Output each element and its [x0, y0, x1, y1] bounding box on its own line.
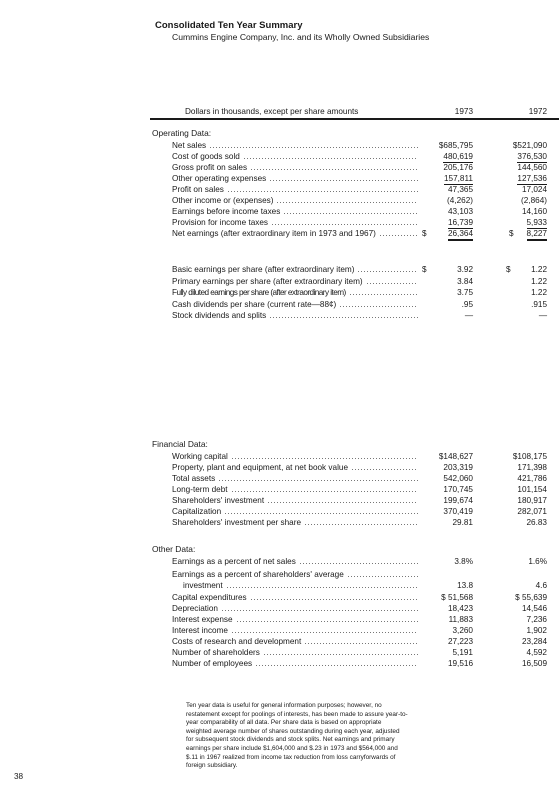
value-1973: 29.81 [452, 518, 473, 527]
table-row [0, 636, 559, 647]
row-label: Earnings as a percent of net sales [172, 557, 296, 566]
table-row [0, 206, 559, 217]
currency-symbol: $ [422, 229, 427, 238]
leader-dots [231, 632, 418, 633]
table-row [0, 658, 559, 669]
leader-dots [299, 563, 418, 564]
value-1973: 19,516 [447, 659, 473, 668]
value-1973: $685,795 [438, 141, 473, 150]
currency-symbol: $ [509, 229, 514, 238]
leader-dots [339, 306, 418, 307]
year-header-1973: 1973 [454, 107, 473, 116]
column-caption: Dollars in thousands, except per share amounts [185, 107, 359, 116]
table-row [0, 592, 559, 603]
leader-dots [263, 654, 418, 655]
value-1973: 11,883 [448, 615, 473, 624]
row-label: Shareholders' investment per share [172, 518, 301, 527]
leader-dots [224, 513, 418, 514]
row-label: Gross profit on sales [172, 163, 248, 172]
value-1973: 542,060 [443, 474, 473, 483]
row-label: Earnings before income taxes [172, 207, 281, 216]
row-label: Fully diluted earnings per share (after extraordinary item) [172, 288, 346, 297]
row-label: Interest income [172, 626, 228, 635]
leader-dots [357, 271, 418, 272]
value-1973: (4,262) [447, 196, 473, 205]
footnote: Ten year data is useful for general information purposes; however, no restatement except for poolings of interests, has been made to assure year-to-year comparability of all data. Per share data is based on appropriate weighted average number of shares outstanding during each year, adjusted for subsequent stock dividends and stock splits. Net earnings and primary earnings per share include $1,604,000 and $.23 in 1973 and $564,000 and $.11 in 1967 realized from income tax reduction from loss carryforwards of foreign subsidiary. [186, 702, 408, 770]
table-row [0, 506, 559, 517]
row-label: Net earnings (after extraordinary item in 1973 and 1967) [172, 229, 376, 238]
page-number: 38 [14, 772, 24, 781]
other-data-heading: Other Data: [152, 544, 196, 554]
leader-dots [366, 283, 418, 284]
leader-dots [283, 213, 418, 214]
value-1973: — [464, 311, 473, 320]
leader-dots [269, 317, 418, 318]
value-1973: 203,319 [443, 463, 473, 472]
row-label: Working capital [172, 452, 228, 461]
row-label: Costs of research and development [172, 637, 302, 646]
value-1972: — [538, 311, 547, 320]
leader-dots [209, 147, 418, 148]
leader-dots [218, 480, 418, 481]
financial-data-heading: Financial Data: [152, 439, 208, 449]
row-label: Primary earnings per share (after extraordinary item) [172, 276, 363, 286]
value-1973: $ 51,568 [441, 593, 473, 602]
leader-dots [255, 665, 418, 666]
leader-dots [267, 502, 418, 503]
row-label: Number of employees [172, 659, 253, 668]
leader-dots [304, 524, 418, 525]
leader-dots [269, 180, 418, 181]
value-1973: 16,739 [447, 218, 473, 227]
table-row [0, 276, 559, 287]
operating-data-heading: Operating Data: [152, 128, 212, 138]
value-1972: 171,398 [517, 463, 547, 472]
leader-dots [351, 469, 418, 470]
value-1972: 17,024 [521, 185, 547, 194]
leader-dots [349, 294, 418, 295]
value-1973: 5,191 [452, 648, 473, 657]
table-row [0, 310, 559, 321]
value-1973: 199,674 [443, 496, 473, 505]
report-subtitle: Cummins Engine Company, Inc. and its Wholly Owned Subsidiaries [172, 32, 430, 42]
leader-dots [227, 191, 418, 192]
row-label: Other income or (expenses) [172, 196, 274, 205]
value-1973: 3.92 [457, 265, 473, 274]
leader-dots [226, 587, 418, 588]
value-1973: 27,223 [447, 637, 473, 646]
value-1972: 5,933 [526, 218, 547, 227]
table-row [0, 162, 559, 173]
row-label: Basic earnings per share (after extraordinary item) [172, 265, 355, 274]
value-1973: 3.84 [457, 276, 473, 286]
leader-dots [236, 621, 418, 622]
leader-dots [250, 599, 418, 600]
table-row [0, 287, 559, 298]
row-label: investment [183, 581, 223, 590]
value-1972: 7,236 [526, 615, 547, 624]
value-1972: 14,160 [521, 207, 547, 216]
row-label: Depreciation [172, 604, 218, 613]
value-1972: 23,284 [521, 637, 547, 646]
value-1973: 43,103 [447, 207, 473, 216]
table-row [0, 603, 559, 614]
value-1972: 1,902 [526, 626, 547, 635]
value-1972: 4.6 [535, 581, 547, 590]
table-row [0, 495, 559, 506]
table-row [0, 151, 559, 162]
currency-symbol: $ [422, 265, 427, 274]
table-row [0, 195, 559, 206]
value-1972: (2,864) [521, 196, 547, 205]
leader-dots [250, 169, 418, 170]
row-label: Capital expenditures [172, 593, 247, 602]
table-row [0, 625, 559, 636]
value-1972: 376,530 [517, 152, 547, 161]
table-row [0, 462, 559, 473]
row-label: Property, plant and equipment, at net book value [172, 463, 348, 472]
value-1972: 144,560 [517, 163, 547, 172]
row-label: Provision for income taxes [172, 218, 269, 227]
table-row [0, 264, 559, 275]
value-1973: 3,260 [452, 626, 473, 635]
table-row [0, 580, 559, 591]
value-1973: 26,364 [448, 228, 473, 241]
row-label: Capitalization [172, 507, 222, 516]
table-row [0, 451, 559, 462]
row-label: Cash dividends per share (current rate—88¢) [172, 299, 337, 309]
value-1973: .95 [461, 299, 473, 309]
leader-dots [304, 643, 418, 644]
value-1973: 3.75 [457, 288, 473, 297]
value-1973: 18,423 [447, 604, 473, 613]
value-1973: 157,811 [444, 174, 473, 183]
value-1972: $521,090 [512, 141, 547, 150]
value-1972: 8,227 [527, 228, 548, 241]
year-header-1972: 1972 [528, 107, 547, 116]
table-row [0, 140, 559, 151]
value-1972: 1.6% [528, 557, 547, 566]
value-1972: 26.83 [526, 518, 547, 527]
value-1973: 480,619 [443, 152, 473, 161]
report-title: Consolidated Ten Year Summary [155, 20, 303, 31]
leader-dots [379, 235, 418, 236]
row-label: Cost of goods sold [172, 152, 240, 161]
row-label: Long-term debt [172, 485, 228, 494]
row-label: Total assets [172, 474, 216, 483]
value-1973: 3.8% [454, 557, 473, 566]
value-1972: 101,154 [517, 485, 547, 494]
value-1972: $ 55,639 [515, 593, 547, 602]
value-1973: 13.8 [457, 581, 473, 590]
value-1972: 1.22 [531, 265, 547, 274]
leader-dots [276, 202, 418, 203]
value-1973: 205,176 [443, 163, 473, 172]
value-1972: 180,917 [517, 496, 547, 505]
row-label: Other operating expenses [172, 174, 267, 183]
table-row [0, 173, 559, 184]
value-1973: 370,419 [443, 507, 473, 516]
table-row [0, 484, 559, 495]
value-1972: .915 [531, 299, 547, 309]
value-1973: 47,365 [447, 185, 473, 194]
value-1973: 170,745 [443, 485, 473, 494]
row-label: Shareholders' investment [172, 496, 265, 505]
value-1972: 1.22 [531, 288, 547, 297]
value-1972: 1.22 [531, 276, 547, 286]
leader-dots [231, 491, 418, 492]
leader-dots [231, 458, 418, 459]
leader-dots [347, 576, 418, 577]
value-1972: 16,509 [521, 659, 547, 668]
leader-dots [243, 158, 418, 159]
leader-dots [271, 224, 418, 225]
table-row [0, 473, 559, 484]
table-row [0, 217, 559, 228]
row-label: Profit on sales [172, 185, 224, 194]
value-1973: $148,627 [438, 452, 473, 461]
value-1972: 421,786 [517, 474, 547, 483]
table-row [0, 299, 559, 310]
value-1972: 4,592 [526, 648, 547, 657]
row-label: Interest expense [172, 615, 233, 624]
table-row [0, 614, 559, 625]
value-1972: $108,175 [512, 452, 547, 461]
value-1972: 282,071 [517, 507, 547, 516]
header-rule [150, 118, 559, 120]
table-row [0, 569, 559, 580]
table-row [0, 184, 559, 195]
table-row [0, 517, 559, 528]
row-label: Stock dividends and splits [172, 311, 267, 320]
value-1972: 127,536 [517, 174, 547, 183]
table-row [0, 556, 559, 567]
row-label: Earnings as a percent of shareholders' average [172, 570, 344, 579]
table-row [0, 647, 559, 658]
value-1972: 14,546 [521, 604, 547, 613]
table-row [0, 228, 559, 239]
row-label: Net sales [172, 141, 207, 150]
leader-dots [221, 610, 418, 611]
row-label: Number of shareholders [172, 648, 260, 657]
currency-symbol: $ [506, 265, 511, 274]
